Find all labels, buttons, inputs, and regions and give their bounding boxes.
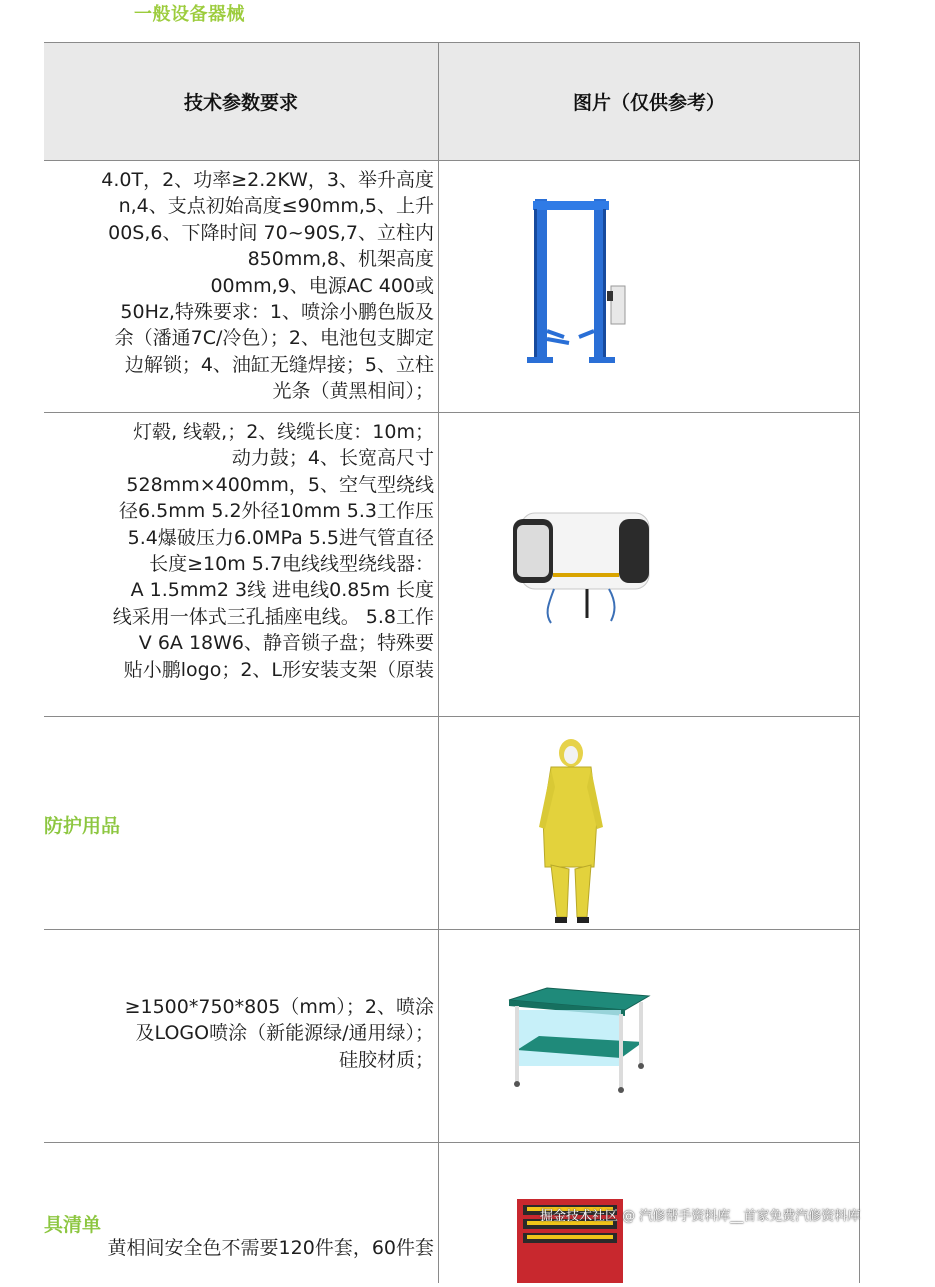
two-post-lift-icon xyxy=(439,161,859,412)
header-spec: 技术参数要求 xyxy=(183,92,298,114)
spec-text: ≥1500*750*805（mm）；2、喷涂 及LOGO喷涂（新能源绿/通用绿）； 硅胶材质； xyxy=(124,996,434,1071)
protective-suit-icon xyxy=(439,717,859,929)
table-row xyxy=(44,930,860,1143)
watermark: 掘金技术社区 @ 汽修帮手资料库__首家免费汽修资料库 xyxy=(540,1209,861,1224)
table-row xyxy=(44,161,860,413)
table-header xyxy=(44,43,860,161)
spec-table xyxy=(44,42,860,1263)
header-image: 图片（仅供参考） xyxy=(572,92,725,114)
spec-text: 4.0T，2、功率≥2.2KW，3、举升高度 n,4、支点初始高度≤90mm,5、上升 00S,6、下降时间 70~90S,7、立柱内 850mm,8、机架高度 00mm,9、电源AC 400或 50Hz,特殊要求：1、喷涂小鹏色版及 余（潘通7C/冷色）；2、电池包支脚定 边解锁；4、油缸无缝焊接；5、立柱 光条（黄黑相间）； xyxy=(101,169,434,403)
workbench-icon xyxy=(439,930,859,1142)
category-label: 具清单 xyxy=(44,1214,102,1236)
section-title: 一般设备器械 xyxy=(134,4,245,25)
category-label: 防护用品 xyxy=(44,815,121,837)
table-row xyxy=(44,413,860,717)
spec-text: 灯毂, 线毂,；2、线缆长度：10m； 动力鼓；4、长宽高尺寸 528mm×400mm，5、空气型绕线 径6.5mm 5.2外径10mm 5.3工作压 5.4爆破压力6.0MPa 5.5进气管直径 长度≥10m 5.7电线线型绕线器： A 1.5mm2 3线 进电线0.85m 长度 线采用一体式三孔插座电线。 5.8工作 V 6A 18W6、静音锁子盘；特殊要 贴小鹏logo；2、L形安装支架（原装 xyxy=(112,421,434,681)
spec-text: 黄相间安全色不需要120件套，60件套 xyxy=(107,1237,434,1259)
table-row xyxy=(44,717,860,930)
hose-reel-box-icon xyxy=(439,413,859,716)
